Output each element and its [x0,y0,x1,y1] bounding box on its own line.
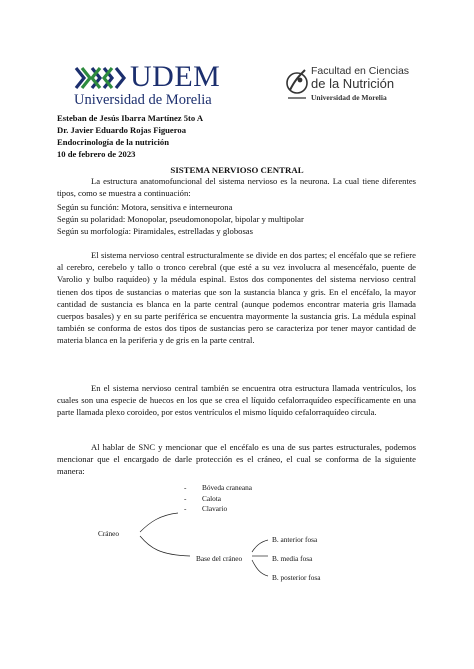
bullet-dash: - [184,504,187,513]
faculty-emblem-icon [285,66,309,102]
list-item: Según su morfología: Piramidales, estrelladas y globosas [57,226,253,237]
diagram-fosa-anterior: B. anterior fosa [272,535,318,544]
diagram-fosa-posterior: B. posterior fosa [272,573,321,582]
diagram-clavario: Clavario [202,504,228,513]
upper-branch-line [140,513,178,532]
faculty-line-3: Universidad de Morelia [311,93,387,102]
udem-wordmark: UDEM [130,60,221,93]
lower-branch-line [140,536,190,556]
diagram-fosa-media: B. media fosa [272,554,313,563]
teacher-name: Dr. Javier Eduardo Rojas Figueroa [57,125,186,135]
paragraph-2: El sistema nervioso central estructuralmente se divide en dos partes; el encéfalo que se refiere al cerebro, cerebelo y tallo o tronco cerebral (que esté a su vez involucra al mesencéfalo, puente de Varolio y bulbo raquídeo) y la médula espinal. Estos dos componentes del sistema nervioso central tienen dos tipos de sustancias o materias que son la sustancia blanca y gris. En el encéfalo, la mayor cantidad de sustancia es blanca en la parte central (aunque podemos encontrar materia gris llamada cuerpos basales) y en su parte periférica se encuentra mayormente la sustancia gris. La médula espinal también se conforma de estos dos tipos de sustancias pero se caracteriza por tener mayor cantidad de materia blanca en la periferia y de gris en la parte central. [57,250,416,346]
faculty-line-2: de la Nutrición [311,76,395,91]
faculty-line-1: Facultad en Ciencias [311,65,410,77]
document-date: 10 de febrero de 2023 [57,149,136,159]
neuron-types-list [57,201,304,238]
bullet-dash: - [184,483,187,492]
faculty-logo [285,66,415,106]
diagram-base-craneo: Base del cráneo [196,554,243,563]
lower-sub-branch-up [252,540,268,552]
udem-subtitle: Universidad de Morelia [74,92,212,108]
udem-emblem-icon [74,64,128,92]
document-title: SISTEMA NERVIOSO CENTRAL [170,165,304,175]
subject-name: Endocrinología de la nutrición [57,137,169,147]
paragraph-4: Al hablar de SNC y mencionar que el encéfalo es una de sus partes estructurales, podemos mencionar que el encargado de darle protección es el cráneo, el cual se conforma de la siguiente manera: [57,442,416,477]
diagram-root-craneo: Cráneo [98,529,120,538]
bullet-dash: - [184,494,187,503]
paragraph-1: La estructura anatomofuncional del sistema nervioso es la neurona. La cual tiene diferentes tipos, como se muestra a continuación: [57,176,416,199]
author-block [57,112,203,160]
list-item: Según su polaridad: Monopolar, pseudomonopolar, bipolar y multipolar [57,214,304,225]
diagram-calota: Calota [202,494,222,503]
list-item: Según su función: Motora, sensitiva e interneurona [57,202,233,212]
diagram-boveda: Bóveda craneana [202,483,253,492]
student-name: Esteban de Jesús Ibarra Martínez 5to A [57,113,204,123]
udem-logo [74,62,224,110]
lower-sub-branch-down [252,560,268,576]
paragraph-3: En el sistema nervioso central también se encuentra otra estructura llamada ventrículos, los cuales son una especie de huecos en los que se crea el líquido cefalorraquídeo específicamente en una parte llamada plexo coroideo, por estos ventrículos el mismo líquido cefalorraquídeo circula. [57,383,416,418]
